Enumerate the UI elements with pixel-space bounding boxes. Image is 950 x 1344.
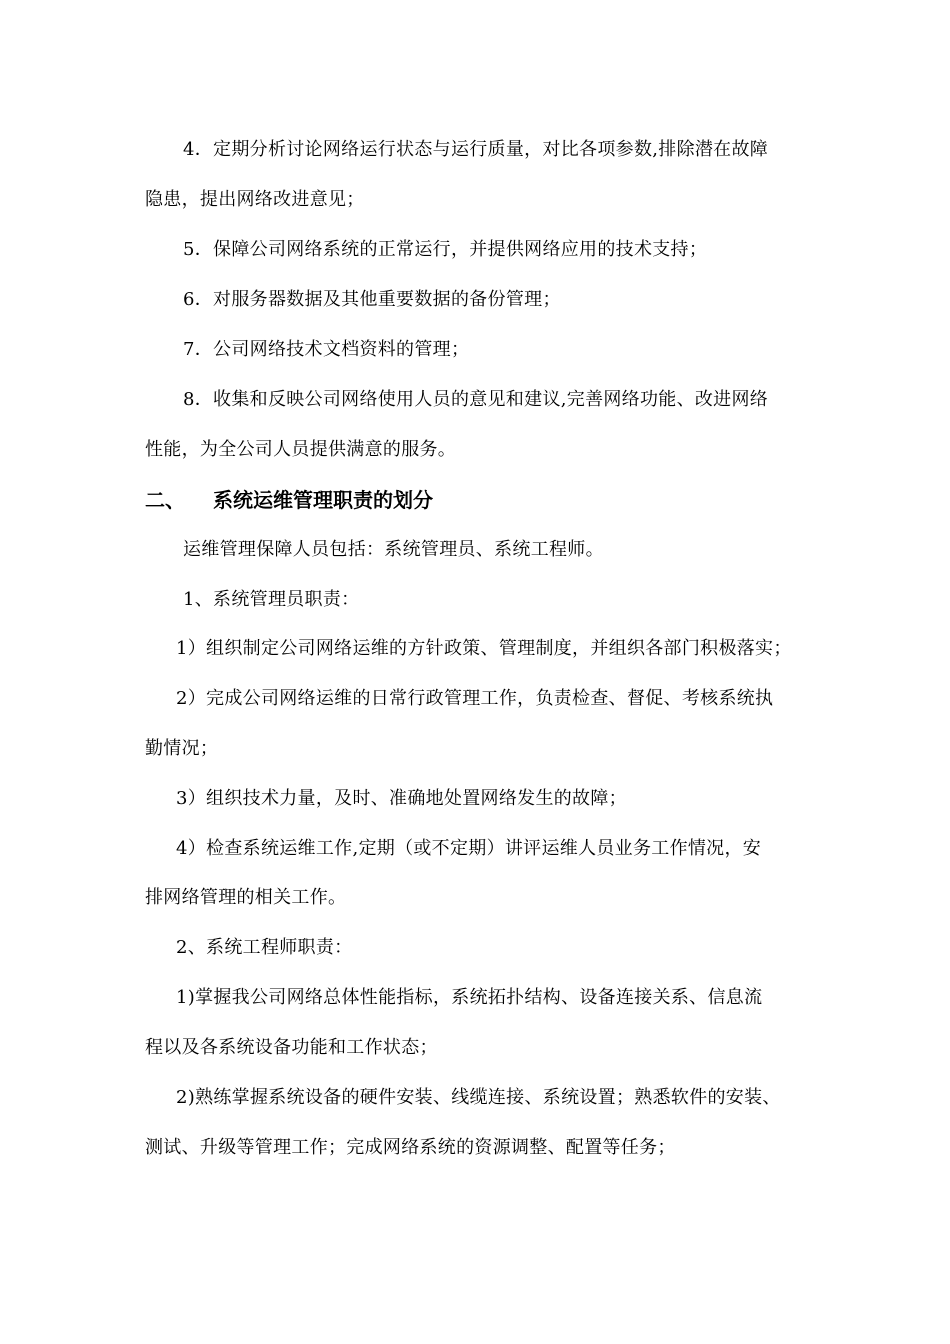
section-heading: [145, 487, 433, 513]
item-8-line-2: 性能，为全公司人员提供满意的服务。: [145, 439, 457, 460]
item-4-line-1: 4．定期分析讨论网络运行状态与运行质量，对比各项参数,排除潜在故障: [183, 139, 769, 160]
admin-duty-3: 3）组织技术力量，及时、准确地处置网络发生的故障；: [176, 788, 627, 809]
section-heading-text: 系统运维管理职责的划分: [213, 488, 433, 512]
item-4-line-2: 隐患，提出网络改进意见；: [145, 189, 365, 210]
item-6: 6．对服务器数据及其他重要数据的备份管理；: [183, 289, 561, 310]
engineer-duty-2-line-1: 2)熟练掌握系统设备的硬件安装、线缆连接、系统设置；熟悉软件的安装、: [176, 1087, 781, 1108]
engineer-duty-1-line-2: 程以及各系统设备功能和工作状态；: [145, 1037, 438, 1058]
admin-duty-2-line-1: 2）完成公司网络运维的日常行政管理工作，负责检查、督促、考核系统执: [176, 688, 774, 709]
item-7: 7．公司网络技术文档资料的管理；: [183, 339, 470, 360]
engineer-duty-2-line-2: 测试、升级等管理工作；完成网络系统的资源调整、配置等任务；: [145, 1137, 676, 1158]
admin-duty-4-line-1: 4）检查系统运维工作,定期（或不定期）讲评运维人员业务工作情况，安: [176, 838, 762, 859]
admin-duties-title: 1、系统管理员职责：: [183, 589, 360, 610]
section-intro: 运维管理保障人员包括：系统管理员、系统工程师。: [183, 539, 604, 560]
item-8-line-1: 8．收集和反映公司网络使用人员的意见和建议,完善网络功能、改进网络: [183, 389, 769, 410]
admin-duty-4-line-2: 排网络管理的相关工作。: [145, 887, 347, 908]
engineer-duties-title: 2、系统工程师职责：: [176, 937, 353, 958]
admin-duty-1: 1）组织制定公司网络运维的方针政策、管理制度，并组织各部门积极落实；: [176, 638, 792, 659]
item-5: 5．保障公司网络系统的正常运行，并提供网络应用的技术支持；: [183, 239, 708, 260]
engineer-duty-1-line-1: 1)掌握我公司网络总体性能指标，系统拓扑结构、设备连接关系、信息流: [176, 987, 763, 1008]
admin-duty-2-line-2: 勤情况；: [145, 738, 219, 759]
section-heading-number: 二、: [145, 488, 185, 512]
